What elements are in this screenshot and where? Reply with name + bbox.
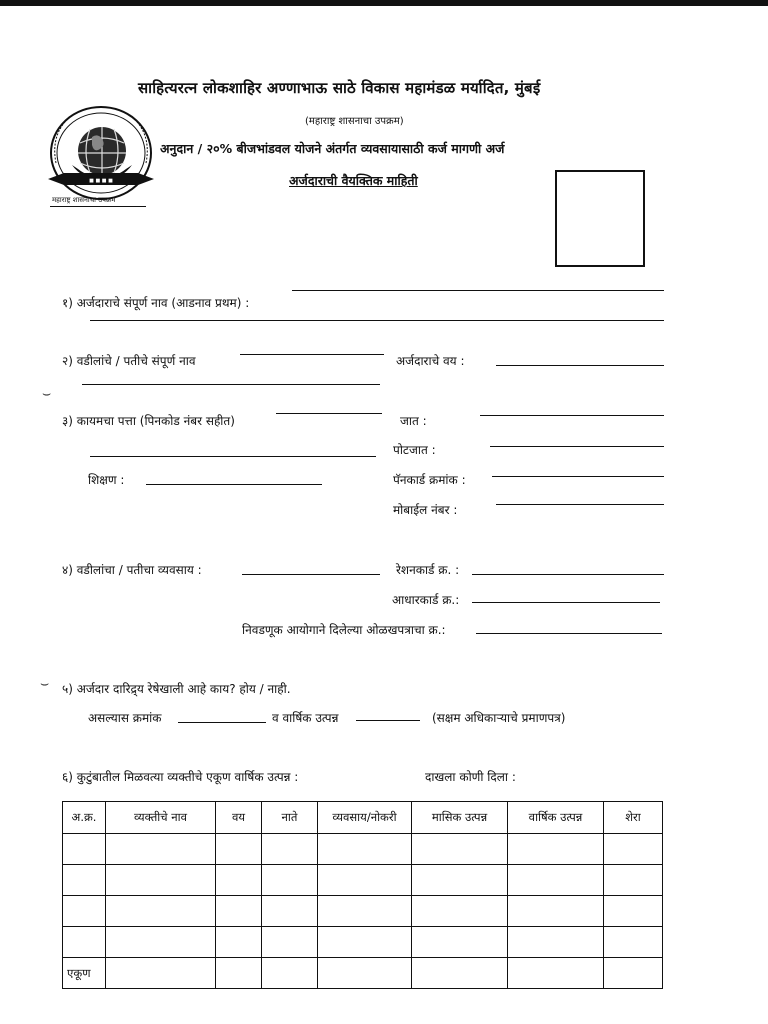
table-cell[interactable]	[318, 834, 412, 865]
col-header-monthly-income: मासिक उत्पन्न	[412, 802, 508, 834]
field-bpl-label: ५) अर्जदार दारिद्र्य रेषेखाली आहे काय? होय / नाही.	[62, 682, 291, 696]
table-cell[interactable]	[106, 865, 216, 896]
ration-card-line[interactable]	[472, 574, 664, 575]
table-cell[interactable]	[216, 927, 262, 958]
table-cell[interactable]	[262, 958, 318, 989]
subcaste-line[interactable]	[490, 446, 664, 447]
table-cell[interactable]	[508, 958, 604, 989]
table-cell[interactable]	[106, 927, 216, 958]
table-cell[interactable]	[508, 834, 604, 865]
applicant-name-line[interactable]	[292, 290, 664, 291]
certificate-issuer-label: दाखला कोणी दिला :	[425, 770, 516, 784]
family-income-table	[62, 801, 663, 989]
aadhaar-line[interactable]	[472, 602, 660, 603]
field-father-name-label: २) वडीलांचे / पतीचे संपूर्ण नाव	[62, 354, 196, 368]
table-cell[interactable]	[412, 865, 508, 896]
col-header-age: वय	[216, 802, 262, 834]
table-cell[interactable]	[262, 927, 318, 958]
col-header-relation: नाते	[262, 802, 318, 834]
scheme-title: अनुदान / २०% बीजभांडवल योजने अंतर्गत व्यवसायासाठी कर्ज मागणी अर्ज	[160, 141, 505, 156]
address-line-2[interactable]	[90, 456, 376, 457]
table-cell[interactable]	[318, 958, 412, 989]
logo-caption: महाराष्ट्र शासनाचा उपक्रम	[52, 196, 116, 204]
annual-income-label: व वार्षिक उत्पन्न	[272, 711, 339, 725]
table-row	[63, 927, 663, 958]
margin-mark: ⌣	[42, 386, 52, 402]
aadhaar-label: आधारकार्ड क्र.:	[392, 593, 460, 607]
caste-line[interactable]	[480, 415, 664, 416]
table-cell[interactable]	[216, 865, 262, 896]
table-cell[interactable]	[412, 834, 508, 865]
pan-label: पॅनकार्ड क्रमांक :	[393, 473, 466, 487]
col-header-remarks: शेरा	[604, 802, 663, 834]
bpl-number-label: असल्यास क्रमांक	[88, 711, 162, 725]
organization-subtitle: (महाराष्ट्र शासनाचा उपक्रम)	[305, 116, 404, 127]
subcaste-label: पोटजात :	[393, 443, 436, 457]
table-cell[interactable]	[106, 896, 216, 927]
table-cell[interactable]	[318, 865, 412, 896]
table-cell[interactable]	[262, 896, 318, 927]
voter-id-line[interactable]	[476, 633, 662, 634]
ration-card-label: रेशनकार्ड क्र. :	[396, 563, 460, 577]
table-cell[interactable]	[604, 927, 663, 958]
logo-underline	[50, 206, 146, 207]
table-cell[interactable]	[216, 834, 262, 865]
pan-line[interactable]	[492, 476, 664, 477]
table-cell[interactable]	[508, 865, 604, 896]
svg-text:■ ■ ■ ■: ■ ■ ■ ■	[89, 178, 113, 184]
table-cell[interactable]	[604, 865, 663, 896]
field-applicant-name-label: १) अर्जदाराचे संपूर्ण नाव (आडनाव प्रथम) :	[62, 296, 250, 310]
mobile-label: मोबाईल नंबर :	[393, 503, 458, 517]
voter-id-label: निवडणूक आयोगाने दिलेल्या ओळखपत्राचा क्र.:	[242, 623, 446, 637]
col-header-serial: अ.क्र.	[63, 802, 106, 834]
section-title: अर्जदाराची वैयक्तिक माहिती	[289, 173, 418, 188]
table-cell[interactable]	[508, 896, 604, 927]
bpl-number-line[interactable]	[178, 722, 266, 723]
applicant-name-line-2[interactable]	[90, 320, 664, 321]
table-cell[interactable]	[318, 896, 412, 927]
table-cell[interactable]	[318, 927, 412, 958]
field-family-income-label: ६) कुटुंबातील मिळवत्या व्यक्तीचे एकूण वार्षिक उत्पन्न :	[62, 770, 299, 784]
margin-mark-2: ⌣	[40, 676, 50, 692]
table-cell[interactable]	[216, 958, 262, 989]
caste-label: जात :	[400, 414, 427, 428]
field-father-occupation-label: ४) वडीलांचा / पतीचा व्यवसाय :	[62, 563, 202, 577]
table-cell[interactable]	[508, 927, 604, 958]
table-cell[interactable]	[262, 834, 318, 865]
table-total-row	[63, 958, 663, 989]
table-cell[interactable]	[63, 834, 106, 865]
address-line[interactable]	[276, 413, 382, 414]
education-line[interactable]	[146, 484, 322, 485]
table-header-row	[63, 802, 663, 834]
table-cell[interactable]	[106, 958, 216, 989]
organization-title: साहित्यरत्न लोकशाहिर अण्णाभाऊ साठे विकास महामंडळ मर्यादित, मुंबई	[138, 79, 541, 97]
mobile-line[interactable]	[496, 504, 664, 505]
table-cell[interactable]	[63, 927, 106, 958]
table-cell[interactable]	[106, 834, 216, 865]
table-cell[interactable]	[262, 865, 318, 896]
table-row	[63, 896, 663, 927]
annual-income-line[interactable]	[356, 720, 420, 721]
field-address-label: ३) कायमचा पत्ता (पिनकोड नंबर सहीत)	[62, 414, 235, 428]
col-header-annual-income: वार्षिक उत्पन्न	[508, 802, 604, 834]
certificate-note: (सक्षम अधिकाऱ्याचे प्रमाणपत्र)	[432, 711, 566, 725]
photo-box[interactable]	[555, 170, 645, 267]
education-label: शिक्षण :	[88, 473, 125, 487]
table-row	[63, 834, 663, 865]
corporation-logo	[42, 103, 160, 211]
table-cell[interactable]	[604, 958, 663, 989]
total-label: एकूण	[63, 958, 106, 989]
father-name-line-2[interactable]	[82, 384, 380, 385]
applicant-age-label: अर्जदाराचे वय :	[396, 354, 465, 368]
applicant-age-line[interactable]	[496, 365, 664, 366]
father-name-line[interactable]	[240, 354, 384, 355]
table-cell[interactable]	[604, 896, 663, 927]
table-cell[interactable]	[412, 958, 508, 989]
table-cell[interactable]	[412, 927, 508, 958]
table-cell[interactable]	[216, 896, 262, 927]
table-cell[interactable]	[412, 896, 508, 927]
col-header-person-name: व्यक्तीचे नाव	[106, 802, 216, 834]
col-header-occupation: व्यवसाय/नोकरी	[318, 802, 412, 834]
scan-top-edge	[0, 0, 768, 6]
table-cell[interactable]	[63, 865, 106, 896]
table-row	[63, 865, 663, 896]
table-cell[interactable]	[604, 834, 663, 865]
table-cell[interactable]	[63, 896, 106, 927]
father-occupation-line[interactable]	[242, 574, 380, 575]
